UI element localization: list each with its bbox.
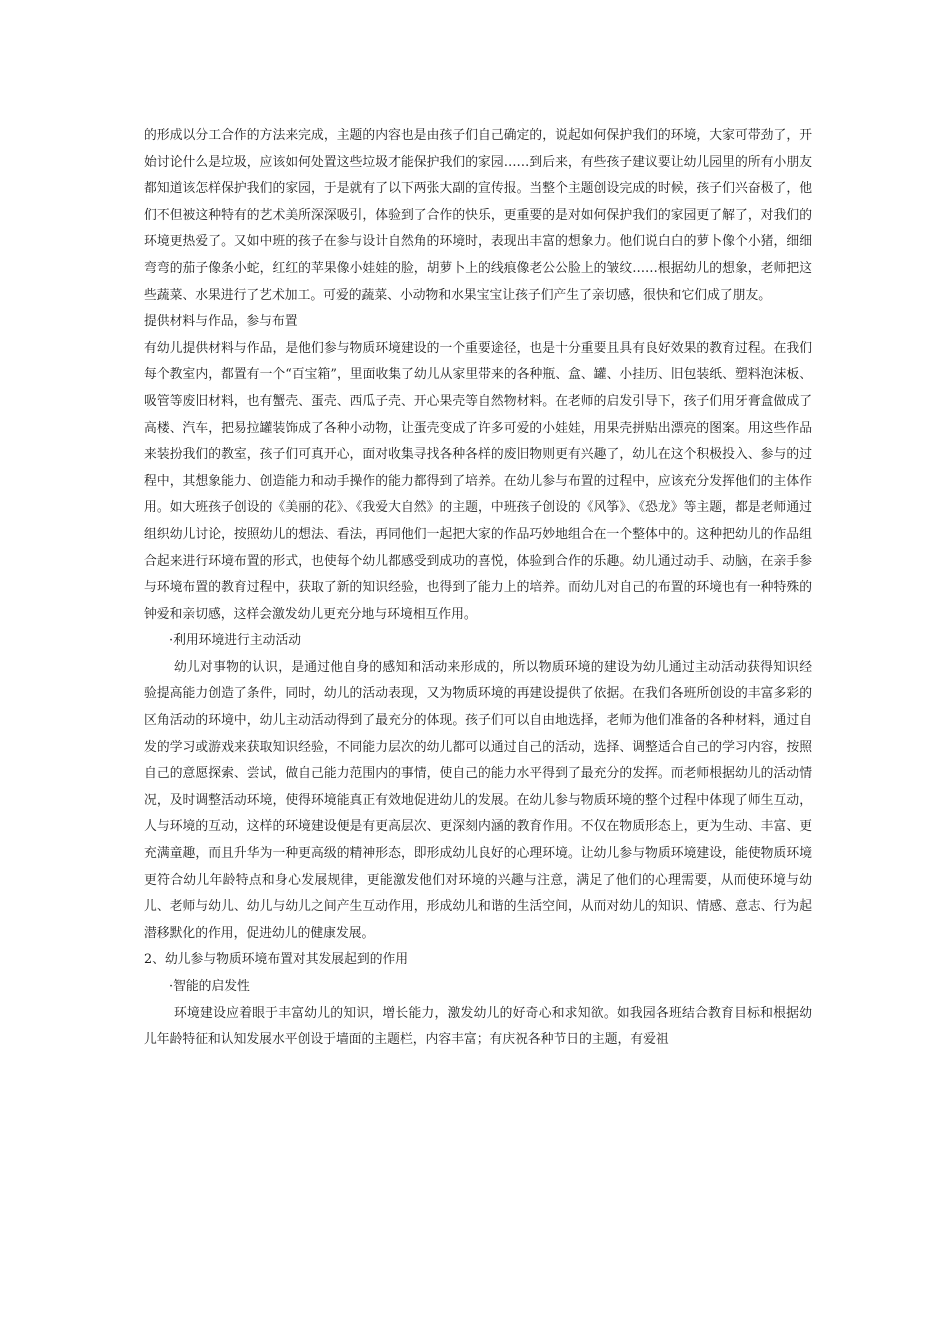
paragraph-intelligence: 环境建设应着眼于丰富幼儿的知识，增长能力，激发幼儿的好奇心和求知欲。如我园各班结合教育目标和根据幼儿年龄特征和认知发展水平创设于墙面的主题栏，内容丰富；有庆祝各种节日的主题，有爱祖 bbox=[144, 1005, 812, 1048]
subheading-intelligence: ·智能的启发性 bbox=[169, 979, 250, 994]
paragraph-materials: 有幼儿提供材料与作品，是他们参与物质环境建设的一个重要途径，也是十分重要且具有良好效果的教育过程。在我们每个教室内，都置有一个“百宝箱”，里面收集了幼儿从家里带来的各种瓶、盒、罐、小挂历、旧包装纸、塑料泡沫板、吸管等废旧材料，也有蟹壳、蛋壳、西瓜子壳、开心果壳等自然物材料。在老师的启发引导下，孩子们用牙膏盒做成了高楼、汽车，把易拉罐装饰成了各种小动物，让蛋壳变成了许多可爱的小娃娃，用果壳拼贴出漂亮的图案。用这些作品来装扮我们的教室，孩子们可真开心，面对收集寻找各种各样的废旧物则更有兴趣了，幼儿在这个积极投入、参与的过程中，其想象能力、创造能力和动手操作的能力都得到了培养。在幼儿参与布置的过程中，应该充分发挥他们的主体作用。如大班孩子创设的《美丽的花》、《我爱大自然》的主题，中班孩子创设的《风筝》、《恐龙》等主题，都是老师通过组织幼儿讨论，按照幼儿的想法、看法，再同他们一起把大家的作品巧妙地组合在一个整体中的。这种把幼儿的作品组合起来进行环境布置的形式，也使每个幼儿都感受到成功的喜悦，体验到合作的乐趣。幼儿通过动手、动脑，在亲手参与环境布置的教育过程中，获取了新的知识经验，也得到了能力上的培养。而幼儿对自己的布置的环境也有一种特殊的钟爱和亲切感，这样会激发幼儿更充分地与环境相互作用。 bbox=[144, 340, 812, 622]
document-page bbox=[144, 123, 812, 1054]
subheading-active-activities: ·利用环境进行主动活动 bbox=[169, 633, 302, 649]
paragraph-active-activities: 幼儿对事物的认识，是通过他自身的感知和活动来形成的，所以物质环境的建设为幼儿通过主动活动获得知识经验提高能力创造了条件，同时，幼儿的活动表现，又为物质环境的再建设提供了依据。在我们各班所创设的丰富多彩的区角活动的环境中，幼儿主动活动得到了最充分的体现。孩子们可以自由地选择，老师为他们准备的各种材料，通过自发的学习或游戏来获取知识经验，不同能力层次的幼儿都可以通过自己的活动，选择、调整适合自己的学习内容，按照自己的意愿探索、尝试，做自己能力范围内的事情，使自己的能力水平得到了最充分的发挥。而老师根据幼儿的活动情况，及时调整活动环境，使得环境能真正有效地促进幼儿的发展。在幼儿参与物质环境的整个过程中体现了师生互动，人与环境的互动，这样的环境建设便是有更高层次、更深刻内涵的教育作用。不仅在物质形态上，更为生动、丰富、更充满童趣，而且升华为一种更高级的精神形态，即形成幼儿良好的心理环境。让幼儿参与物质环境建设，能使物质环境更符合幼儿年龄特点和身心发展规律，更能激发他们对环境的兴趣与注意，满足了他们的心理需要，从而使环境与幼儿、老师与幼儿、幼儿与幼儿之间产生互动作用，形成幼儿和谐的生活空间，从而对幼儿的知识、情感、意志、行为起潜移默化的作用，促进幼儿的健康发展。 bbox=[144, 659, 812, 941]
section-heading-materials: 提供材料与作品，参与布置 bbox=[144, 314, 298, 330]
paragraph-environment-theme: 的形成以分工合作的方法来完成，主题的内容也是由孩子们自己确定的，说起如何保护我们的环境，大家可带劲了，开始讨论什么是垃圾，应该如何处置这些垃圾才能保护我们的家园……到后来，有些孩子建议要让幼儿园里的所有小朋友都知道该怎样保护我们的家园，于是就有了以下两张大副的宣传报。当整个主题创设完成的时候，孩子们兴奋极了，他们不但被这种特有的艺术美所深深吸引，体验到了合作的快乐，更重要的是对如何保护我们的家园更了解了，对我们的环境更热爱了。又如中班的孩子在参与设计自然角的环境时，表现出丰富的想象力。他们说白白的萝卜像个小猪，细细弯弯的茄子像条小蛇，红红的苹果像小娃娃的脸，胡萝卜上的线痕像老公公脸上的皱纹……根据幼儿的想象，老师把这些蔬菜、水果进行了艺术加工。可爱的蔬菜、小动物和水果宝宝让孩子们产生了亲切感，很快和它们成了朋友。 bbox=[144, 128, 812, 303]
section-heading-development-effects: 2、幼儿参与物质环境布置对其发展起到的作用 bbox=[144, 952, 409, 968]
